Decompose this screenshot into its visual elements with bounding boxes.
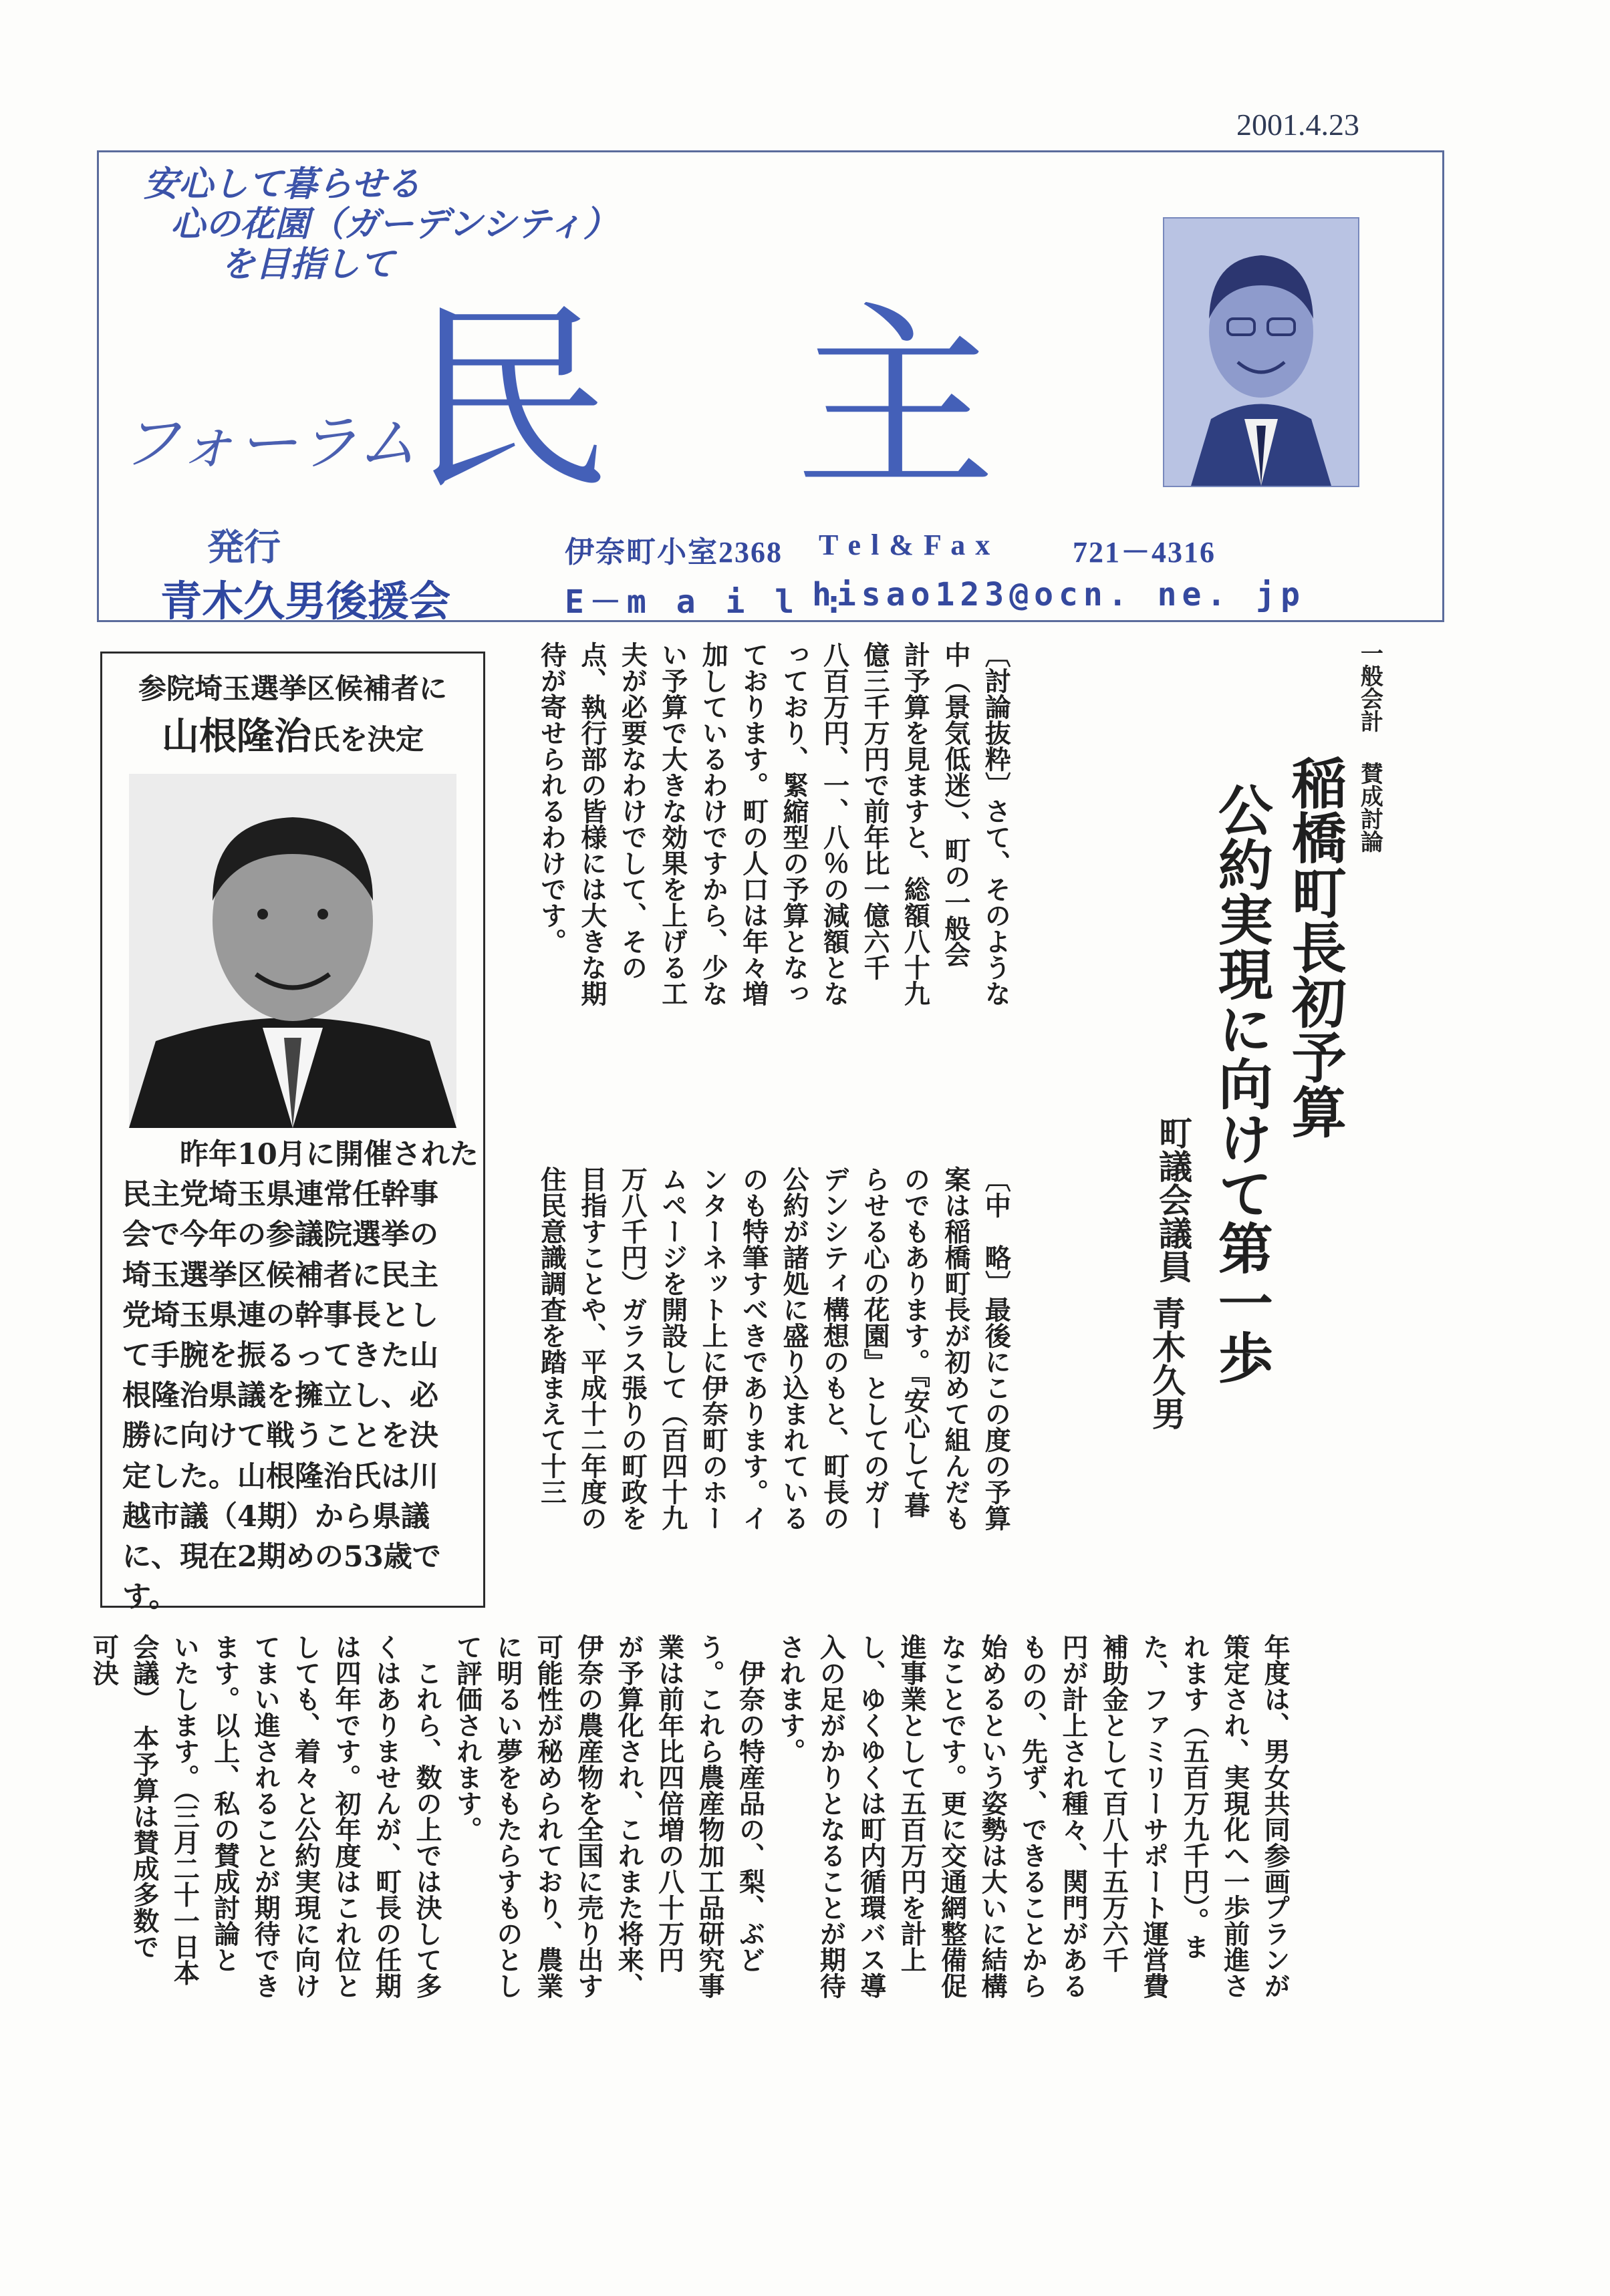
candidate-headline-suffix: 氏を決定 [311,723,424,756]
tel-label: T e l & F a x [819,529,992,561]
tagline-line-1: 安心して暮らせる [144,164,421,204]
candidate-box [100,652,485,1614]
article-column-2: 〔中 略〕最後にこの度の予算 案は稲橋町長が初めて組んだも のでもあります。『安心して暮 らせる心の花園』としてのガー デンシティ構想のもと、町長の 公約が諸処に盛り込まれている のも特筆すべきであります。イ ンターネット上に伊奈町のホー ムページを開設して（百四十九 万八千円）ガラス張りの町政を 目指すことや、平成十二年度の 住民意識調査を踏まえて十三 [536,1166,1012,1531]
masthead-title-char-2: 主 [795,284,996,517]
issue-date: 2001.4.23 [1236,108,1359,142]
article-subcategory: 賛成討論 [1356,762,1383,853]
article-column-1: 〔討論抜粋〕さて、そのような 中（景気低迷）、町の一般会 計予算を見ますと、総額八十九 億三千万円で前年比一億六千 八百万円、一、八％の減額とな っており、緊縮型の予算となっ ております。町の人口は年々増 加しているわけですから、少な い予算で大きな効果を上げる工 夫が必要なわけでして、その 点、執行部の皆様には大きな期 待が寄せられるわけです。 [536,641,1012,1006]
candidate-name: 山根隆治 [161,714,311,758]
candidate-headline-2 [119,707,466,760]
candidate-headline-1: 参院埼玉選挙区候補者に [138,672,447,705]
forum-label: フォーラム [120,408,418,478]
author-photo [1163,217,1359,487]
issuer-name: 青木久男後援会 [160,577,451,625]
byline-name: 青木久男 [1147,1296,1186,1430]
candidate-body: 昨年10月に開催された 民主党埼玉県連常任幹事 会で今年の参議院選挙の 埼玉選挙区候補者に民主 党埼玉県連の幹事長とし て手腕を振るってきた山 根隆治県議を擁立し、必 勝に向けて戦うことを決 定した。山根隆治氏は川 越市議（4期）から県議 に、現在2期めの53歳で す。 [122,1138,479,1614]
article-headline-2: 公約実現に向けて第一歩 [1209,782,1274,1385]
tel-number: 721－4316 [1073,536,1216,569]
issuer-label: 発行 [207,525,281,569]
tagline-line-3: を目指して [221,244,395,285]
article-category: 一般会計 [1356,641,1383,732]
article-headline-1: 稲橋町長初予算 [1283,755,1347,1139]
candidate-photo [129,774,456,1128]
byline-title: 町議会議員 [1154,1116,1193,1283]
email-label: E－m a i l : [565,583,849,621]
masthead-title-char-1: 民 [411,284,612,517]
address: 伊奈町小室2368 [565,536,783,569]
tagline-line-2: 心の花園（ガーデンシティ） [170,204,618,245]
email-address: hisao123@ocn. ne. jp [812,576,1305,613]
article-column-3: 年度は、男女共同参画プランが 策定され、実現化へ一歩前進さ れます（五百万九千円）。ま た、ファミリーサポート運営費 補助金として百八十五万六千 円が計上され種々、関門がある ものの、先ず、できることから 始めるという姿勢は大いに結構 なことです。更に交通網整備促 進事業として五百万円を計上 し、ゆくゆくは町内循環バス導 入の足がかりとなることが期待 されます。 伊奈の特産品の、梨、ぶど う。これら農産物加工品研究事 業は前年比四倍増の八十万円 が予算化され、これまた将来、 伊奈の農産物を全国に売り出す 可能性が秘められており、農業 に明るい夢をもたらすものとし て評価されます。 これら、数の上では決して多 くはありませんが、町長の任期 は四年です。初年度はこれ位と しても、着々と公約実現に向け てまい進されることが期待でき ます。以上、私の賛成討論と いたします。（三月二十一日本 会議） 本予算は賛成多数で 可決 [88,1634,1291,1999]
